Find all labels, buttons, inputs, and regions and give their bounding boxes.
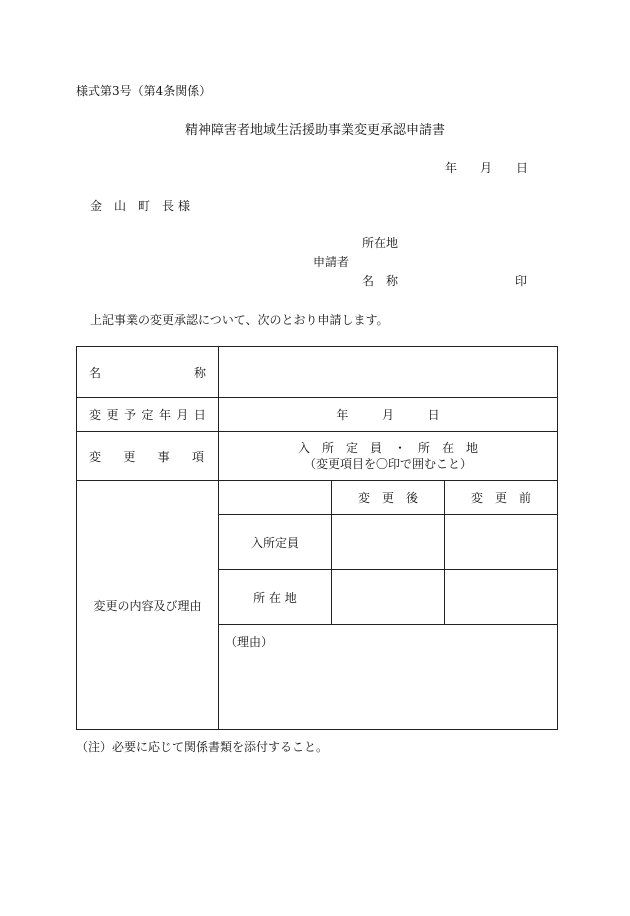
- name-input-cell[interactable]: [219, 347, 558, 398]
- name-label-char: 名: [89, 365, 102, 380]
- location-label: 所 在 地: [253, 590, 297, 605]
- capacity-label: 入所定員: [250, 535, 299, 550]
- name-label-cell: [77, 347, 219, 398]
- change-item-char: 更: [123, 449, 136, 464]
- scheduled-date-label-cell: [77, 398, 219, 432]
- scheduled-date-char: 年: [158, 408, 171, 422]
- intro-text: 上記事業の変更承認について、次のとおり申請します。: [90, 313, 389, 327]
- scheduled-date-char: 更: [106, 408, 119, 422]
- date-month: 月: [480, 161, 493, 175]
- scheduled-month: 月: [382, 408, 395, 422]
- row-scheduled-date: [77, 398, 558, 432]
- application-table: [76, 346, 558, 730]
- reason-cell[interactable]: [219, 625, 558, 730]
- capacity-label-cell: [219, 515, 332, 570]
- content-reason-label-cell: [77, 481, 219, 730]
- scheduled-date-char: 定: [141, 408, 154, 422]
- change-item-char: 変: [89, 449, 102, 464]
- change-item-char: 事: [157, 449, 170, 464]
- date-year: 年: [445, 161, 458, 175]
- before-header: 変 更 前: [471, 491, 532, 505]
- after-header: 変 更 後: [357, 491, 418, 505]
- change-item-note: （変更項目を〇印で囲むこと）: [304, 457, 473, 471]
- content-reason-label: 変更の内容及び理由: [93, 598, 202, 613]
- scheduled-year: 年: [336, 408, 349, 422]
- before-header-cell: [445, 481, 558, 515]
- capacity-after-cell[interactable]: [332, 515, 445, 570]
- scheduled-day: 日: [427, 408, 440, 422]
- scheduled-date-char: 変: [89, 408, 102, 422]
- reason-label: （理由）: [225, 635, 274, 649]
- row-name: [77, 347, 558, 398]
- scheduled-date-char: 月: [176, 408, 189, 422]
- change-item-label-cell: [77, 432, 219, 481]
- date-day: 日: [516, 161, 529, 175]
- applicant-address-label: 所在地: [362, 236, 399, 250]
- page-title: 精神障害者地域生活援助事業変更承認申請書: [184, 123, 445, 138]
- capacity-before-cell[interactable]: [445, 515, 558, 570]
- addressee-name: 金 山 町 長: [90, 199, 175, 213]
- applicant-label: 申請者: [313, 255, 350, 269]
- row-content-header: [77, 481, 558, 515]
- change-item-value-cell[interactable]: [219, 432, 558, 481]
- scheduled-date-value-cell[interactable]: [219, 398, 558, 432]
- location-after-cell[interactable]: [332, 570, 445, 625]
- after-header-cell: [332, 481, 445, 515]
- applicant-name-label: 名 称: [362, 274, 399, 288]
- seal-mark: 印: [515, 274, 528, 288]
- scheduled-date-char: 予: [123, 408, 136, 422]
- change-item-options: 入 所 定 員 ・ 所 在 地: [298, 441, 479, 455]
- scheduled-date-char: 日: [193, 408, 206, 422]
- blank-header-cell: [219, 481, 332, 515]
- change-item-char: 項: [191, 449, 204, 464]
- row-change-item: [77, 432, 558, 481]
- name-label-char: 称: [193, 365, 206, 380]
- addressee-honorific: 様: [178, 199, 191, 213]
- location-label-cell: [219, 570, 332, 625]
- form-id: 様式第3号（第4条関係）: [76, 84, 212, 98]
- footnote: （注）必要に応じて関係書類を添付すること。: [76, 740, 329, 754]
- location-before-cell[interactable]: [445, 570, 558, 625]
